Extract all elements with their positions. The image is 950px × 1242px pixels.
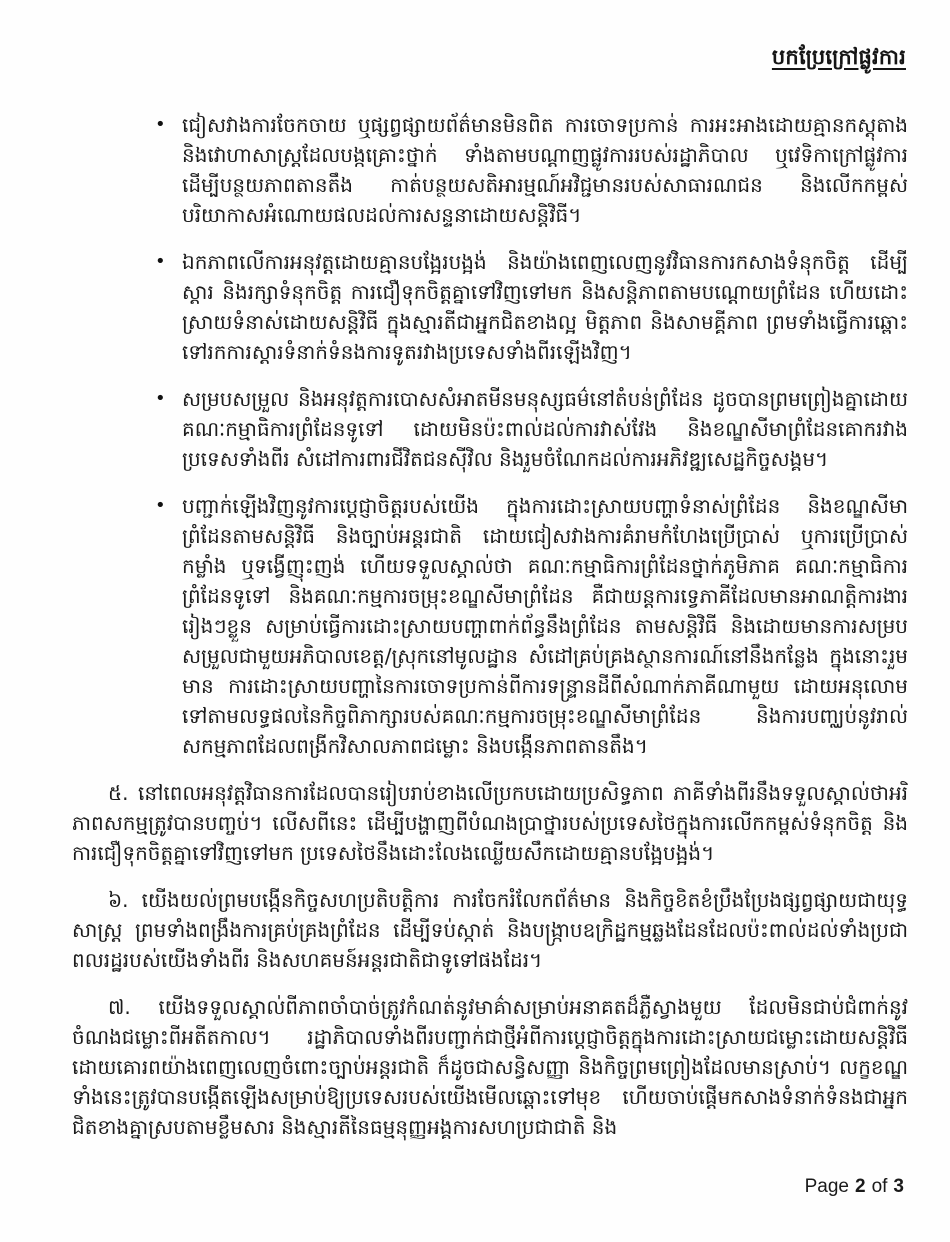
bullet-text: សម្របសម្រួល និងអនុវត្តការបោសសំអាតមីនមនុស្សធម៌នៅតំបន់ព្រំដែន ដូចបានព្រមព្រៀងគ្នាដោយគណៈកម្មាធិការព្រំដែនទូទៅ ដោយមិនប៉ះពាល់ដល់ការវាស់វែង និងខណ្ឌសីមាព្រំដែនគោករវាងប្រទេសទាំងពីរ សំដៅការពារជីវិតជនស៊ីវិល និងរួមចំណែកដល់ការអភិវឌ្ឍសេដ្ឋកិច្ចសង្គម។ — [182, 387, 908, 471]
bullet-text: បញ្ជាក់ឡើងវិញនូវការប្តេជ្ញាចិត្តរបស់យើង ក្នុងការដោះស្រាយបញ្ហាទំនាស់ព្រំដែន និងខណ្ឌសីមាព្រំដែនតាមសន្តិវិធី និងច្បាប់អន្តរជាតិ ដោយជៀសវាងការគំរាមកំហែងប្រើប្រាស់ ឬការប្រើប្រាស់កម្លាំង ឬទង្វើញុះញង់ ហើយទទួលស្គាល់ថា គណៈកម្មាធិការព្រំដែនថ្នាក់ភូមិភាគ គណៈកម្មាធិការព្រំដែនទូទៅ និងគណៈកម្មការចម្រុះខណ្ឌសីមាព្រំដែន គឺជាយន្តការទ្វេភាគីដែលមានអាណត្តិការងាររៀងៗខ្លួន សម្រាប់ធ្វើការដោះស្រាយបញ្ហាពាក់ព័ន្ធនឹងព្រំដែន តាមសន្តិវិធី និងដោយមានការសម្របសម្រួលជាមួយអភិបាលខេត្ត/ស្រុកនៅមូលដ្ឋាន សំដៅគ្រប់គ្រងស្ថានការណ៍នៅនឹងកន្លែង ក្នុងនោះរួមមាន ការដោះស្រាយបញ្ហានៃការចោទប្រកាន់ពីការទន្ទ្រានដីពីសំណាក់ភាគីណាមួយ ដោយអនុលោមទៅតាមលទ្ធផលនៃកិច្ចពិភាក្សារបស់គណៈកម្មការចម្រុះខណ្ឌសីមាព្រំដែន និងការបញ្ឈប់នូវរាល់សកម្មភាពដែលពង្រីកវិសាលភាពជម្លោះ និងបង្កើនភាពតានតឹង។ — [182, 494, 908, 758]
bullet-text: ឯកភាពលើការអនុវត្តដោយគ្មានបង្អែរបង្អង់ និងយ៉ាងពេញលេញនូវវិធានការកសាងទំនុកចិត្ត ដើម្បីស្តារ និងរក្សាទំនុកចិត្ត ការជឿទុកចិត្តគ្នាទៅវិញទៅមក និងសន្តិភាពតាមបណ្តោយព្រំដែន ហើយដោះស្រាយទំនាស់ដោយសន្តិវិធី ក្នុងស្មារតីជាអ្នកជិតខាងល្អ មិត្តភាព និងសាមគ្គីភាព ព្រមទាំងធ្វើការឆ្ពោះទៅរកការស្តារទំនាក់ទំនងការទូតរវាងប្រទេសទាំងពីរឡើងវិញ។ — [182, 250, 908, 364]
bullet-item-demining — [155, 384, 908, 474]
bullet-item-border-commitment — [155, 491, 908, 761]
bullet-item-avoid-misinformation — [155, 110, 908, 230]
page-number — [805, 1176, 904, 1198]
page-number-prefix: Page — [804, 1176, 849, 1197]
paragraph-5: ៥. នៅពេលអនុវត្តវិធានការដែលបានរៀបរាប់ខាងលើប្រកបដោយប្រសិទ្ធភាព ភាគីទាំងពីរនឹងទទួលស្គាល់ថាអរិភាពសកម្មត្រូវបានបញ្ចប់។ លើសពីនេះ ដើម្បីបង្ហាញពីបំណងប្រាថ្នារបស់ប្រទេសថៃក្នុងការលើកកម្ពស់ទំនុកចិត្ត និងការជឿទុកចិត្តគ្នាទៅវិញទៅមក ប្រទេសថៃនឹងដោះលែងឈ្លើយសឹកដោយគ្មានបង្អែបង្អង់។ — [72, 781, 908, 865]
bullet-icon: • — [155, 495, 166, 516]
document-body — [72, 110, 908, 1142]
paragraph-7: ៧. យើងទទួលស្គាល់ពីភាពចាំបាច់ត្រូវកំណត់នូវមាគ៌ាសម្រាប់អនាគតដ៏ភ្លឺស្វាងមួយ ដែលមិនជាប់ជំពាក់នូវចំណងជម្លោះពីអតីតកាល។ រដ្ឋាភិបាលទាំងពីរបញ្ជាក់ជាថ្មីអំពីការប្តេជ្ញាចិត្តក្នុងការដោះស្រាយជម្លោះដោយសន្តិវិធី ដោយគោរពយ៉ាងពេញលេញចំពោះច្បាប់អន្តរជាតិ ក៏ដូចជាសន្ធិសញ្ញា និងកិច្ចព្រមព្រៀងដែលមានស្រាប់។ លក្ខខណ្ឌទាំងនេះត្រូវបានបង្កើតឡើងសម្រាប់ឱ្យប្រទេសរបស់យើងមើលឆ្ពោះទៅមុខ ហើយចាប់ផ្តើមកសាងទំនាក់ទំនងជាអ្នកជិតខាងគ្នាស្របតាមខ្លឹមសារ និងស្មារតីនៃធម្មនុញ្ញអង្គការសហប្រជាជាតិ និង — [72, 995, 908, 1139]
bullet-list — [155, 110, 908, 761]
unofficial-translation-header: បកប្រែក្រៅផ្លូវការ — [771, 45, 906, 69]
page-number-current: 2 — [854, 1176, 866, 1197]
bullet-icon: • — [155, 251, 166, 272]
bullet-item-confidence-building — [155, 247, 908, 367]
paragraph-6: ៦. យើងយល់ព្រមបង្កើនកិច្ចសហប្រតិបត្តិការ ការចែករំលែកព័ត៌មាន និងកិច្ចខិតខំប្រឹងប្រែងផ្សព្វផ្សាយជាយុទ្ធសាស្ត្រ ព្រមទាំងពង្រឹងការគ្រប់គ្រងព្រំដែន ដើម្បីទប់ស្កាត់ និងបង្ក្រាបឧក្រិដ្ឋកម្មឆ្លងដែនដែលប៉ះពាល់ដល់ទាំងប្រជាពលរដ្ឋរបស់យើងទាំងពីរ និងសហគមន៍អន្តរជាតិជាទូទៅផងដែរ។ — [72, 888, 908, 972]
bullet-icon: • — [155, 114, 166, 135]
bullet-text: ជៀសវាងការចែកចាយ ឬផ្សព្វផ្សាយព័ត៌មានមិនពិត ការចោទប្រកាន់ ការអះអាងដោយគ្មានកស្តុតាង និងវោហាសាស្ត្រដែលបង្កគ្រោះថ្នាក់ ទាំងតាមបណ្តាញផ្លូវការរបស់រដ្ឋាភិបាល ឬវេទិកាក្រៅផ្លូវការ ដើម្បីបន្ថយភាពតានតឹង កាត់បន្ថយសតិអារម្មណ៍អវិជ្ជមានរបស់សាធារណជន និងលើកកម្ពស់បរិយាកាសអំណោយផលដល់ការសន្ទនាដោយសន្តិវិធី។ — [182, 113, 908, 227]
page-number-total: 3 — [893, 1176, 904, 1197]
page-number-separator: of — [871, 1176, 888, 1197]
bullet-icon: • — [155, 388, 166, 409]
